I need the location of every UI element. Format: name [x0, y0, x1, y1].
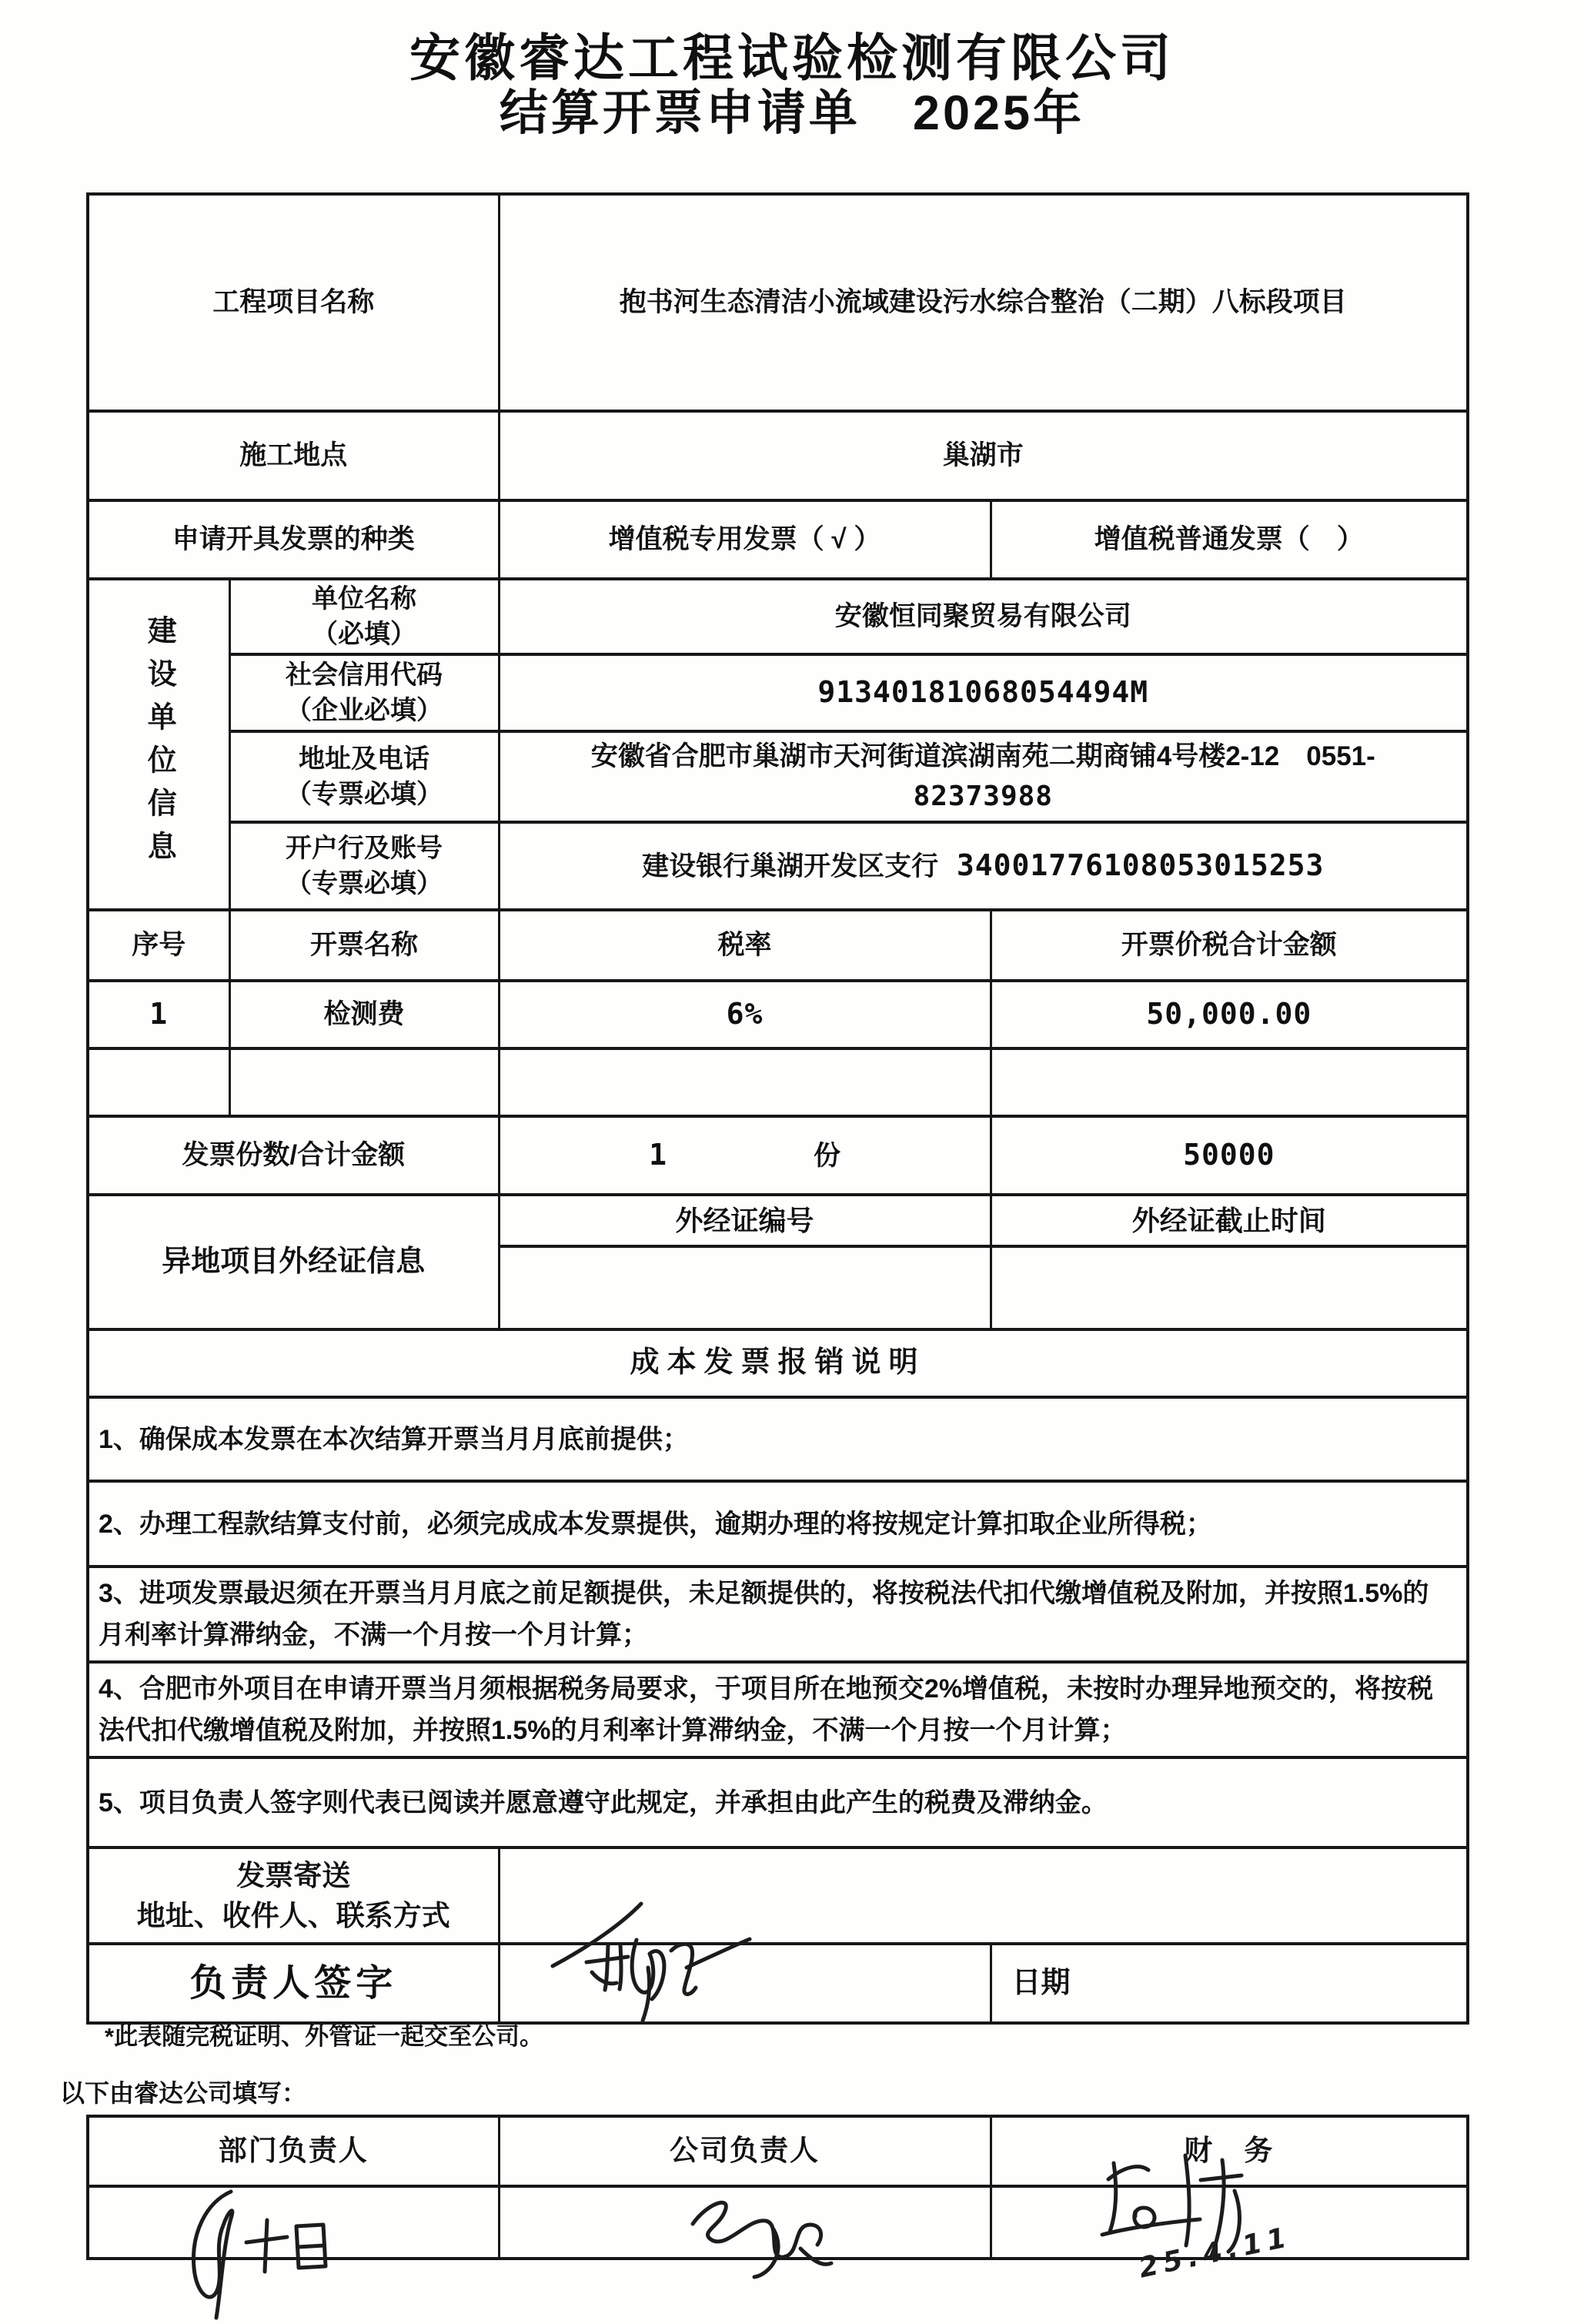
builder-band-cell	[88, 579, 229, 910]
bank-label-line1: 开户行及账号	[286, 834, 443, 863]
note-row-1	[88, 1397, 1468, 1481]
builder-name-value: 安徽恒同聚贸易有限公司	[499, 579, 1468, 654]
company-head-header: 公司负责人	[499, 2116, 991, 2186]
responsible-sign-label: 负责人签字	[88, 1944, 499, 2023]
builder-name-label	[229, 579, 499, 654]
address-value-line1: 安徽省合肥市巢湖市天河街道滨湖南苑二期商铺4号楼2-12 0551-	[590, 741, 1375, 771]
item-row-2-empty	[88, 1048, 1468, 1116]
permit-label: 异地项目外经证信息	[88, 1195, 499, 1329]
items-header-name: 开票名称	[229, 910, 499, 981]
address-label-line2: （专票必填）	[286, 780, 443, 809]
approval-header-row	[88, 2116, 1468, 2186]
note-1: 1、确保成本发票在本次结算开票当月月底前提供；	[88, 1397, 1468, 1481]
application-form-table	[86, 192, 1469, 2025]
item-1-rate: 6%	[499, 981, 991, 1048]
builder-name-label-line1: 单位名称	[312, 584, 416, 614]
permit-col2-header: 外经证截止时间	[991, 1195, 1468, 1246]
item-1-name: 检测费	[229, 981, 499, 1048]
form-title	[0, 74, 1584, 144]
note-row-2	[88, 1481, 1468, 1567]
credit-code-value: 91340181068054494M	[499, 654, 1468, 731]
project-value: 抱书河生态清洁小流域建设污水综合整治（二期）八标段项目	[499, 194, 1468, 411]
finance-signature-date: 25.4.11	[1135, 2221, 1295, 2285]
bank-value	[499, 822, 1468, 910]
items-header-amount: 开票价税合计金额	[991, 910, 1468, 981]
bank-account-number: 34001776108053015253	[956, 848, 1325, 883]
address-value	[499, 731, 1468, 822]
builder-band-label: 建设单位信息	[142, 615, 175, 874]
bank-label-line2: （专票必填）	[286, 869, 443, 898]
location-label: 施工地点	[88, 411, 499, 500]
dept-head-header: 部门负责人	[88, 2116, 499, 2186]
location-value: 巢湖市	[499, 411, 1468, 500]
item-1-no: 1	[88, 981, 229, 1048]
item-2-name	[229, 1048, 499, 1116]
item-2-amount	[991, 1048, 1468, 1116]
address-value-line2: 82373988	[913, 781, 1053, 812]
count-label: 发票份数/合计金额	[88, 1116, 499, 1195]
note-row-3	[88, 1567, 1468, 1662]
item-2-rate	[499, 1048, 991, 1116]
note-row-4	[88, 1662, 1468, 1757]
date-label: 日期	[1011, 1966, 1071, 1999]
permit-header-row	[88, 1195, 1468, 1246]
count-amount: 50000	[991, 1116, 1468, 1195]
dept-head-signature-cell	[88, 2186, 499, 2259]
date-cell	[991, 1944, 1468, 2023]
count-value: 1	[649, 1138, 667, 1172]
invoice-type-row	[88, 500, 1468, 579]
permit-deadline-value	[991, 1246, 1468, 1329]
bank-row	[88, 822, 1468, 910]
credit-code-label-line2: （企业必填）	[286, 696, 443, 725]
credit-code-row	[88, 654, 1468, 731]
attach-footnote: *此表随完税证明、外管证一起交至公司。	[105, 2023, 544, 2050]
count-value-cell	[499, 1116, 991, 1195]
item-row-1	[88, 981, 1468, 1048]
company-head-signature-cell	[499, 2186, 991, 2259]
fill-by-note: 以下由睿达公司填写：	[60, 2079, 307, 2107]
permit-col1-header: 外经证编号	[499, 1195, 991, 1246]
notes-header: 成本发票报销说明	[88, 1329, 1468, 1397]
permit-number-value	[499, 1246, 991, 1329]
note-4: 4、合肥市外项目在申请开票当月须根据税务局要求，于项目所在地预交2%增值税，未按时办理异地预交的，将按税法代扣代缴增值税及附加，并按照1.5%的月利率计算滞纳金，不满一个月按一个月计算；	[88, 1662, 1468, 1757]
items-header-row	[88, 910, 1468, 981]
items-header-no: 序号	[88, 910, 229, 981]
project-label: 工程项目名称	[88, 194, 499, 411]
mailing-label-line1: 发票寄送	[236, 1859, 351, 1891]
form-title-text: 结算开票申请单	[499, 86, 861, 140]
mailing-label-line2: 地址、收件人、联系方式	[136, 1899, 450, 1931]
company-title: 安徽睿达工程试验检测有限公司	[409, 29, 1175, 86]
count-unit: 份	[813, 1141, 840, 1172]
responsible-signature-cell	[499, 1944, 991, 2023]
address-label	[229, 731, 499, 822]
form-year: 2025年	[912, 86, 1085, 140]
mailing-value	[499, 1847, 1468, 1944]
bank-name: 建设银行巢湖开发区支行	[642, 851, 939, 882]
address-row	[88, 731, 1468, 822]
note-row-5	[88, 1757, 1468, 1847]
bank-label	[229, 822, 499, 910]
address-label-line1: 地址及电话	[299, 744, 429, 774]
project-row	[88, 194, 1468, 411]
credit-code-label	[229, 654, 499, 731]
item-2-no	[88, 1048, 229, 1116]
responsible-sign-row	[88, 1944, 1468, 2023]
mailing-row	[88, 1847, 1468, 1944]
builder-name-label-line2: （必填）	[312, 620, 416, 649]
note-5: 5、项目负责人签字则代表已阅读并愿意遵守此规定，并承担由此产生的税费及滞纳金。	[88, 1757, 1468, 1847]
invoice-type-label: 申请开具发票的种类	[88, 500, 499, 579]
notes-header-row	[88, 1329, 1468, 1397]
invoice-type-special: 增值税专用发票（ √ ）	[499, 500, 991, 579]
credit-code-label-line1: 社会信用代码	[286, 660, 443, 690]
note-3: 3、进项发票最迟须在开票当月月底之前足额提供，未足额提供的，将按税法代扣代缴增值税及附加，并按照1.5%的月利率计算滞纳金，不满一个月按一个月计算；	[88, 1567, 1468, 1662]
location-row	[88, 411, 1468, 500]
mailing-label	[88, 1847, 499, 1944]
builder-name-row	[88, 579, 1468, 654]
invoice-type-general: 增值税普通发票（ ）	[991, 500, 1468, 579]
finance-header: 财 务	[991, 2116, 1468, 2186]
item-1-amount: 50,000.00	[991, 981, 1468, 1048]
note-2: 2、办理工程款结算支付前，必须完成成本发票提供，逾期办理的将按规定计算扣取企业所得税；	[88, 1481, 1468, 1567]
count-row	[88, 1116, 1468, 1195]
items-header-rate: 税率	[499, 910, 991, 981]
